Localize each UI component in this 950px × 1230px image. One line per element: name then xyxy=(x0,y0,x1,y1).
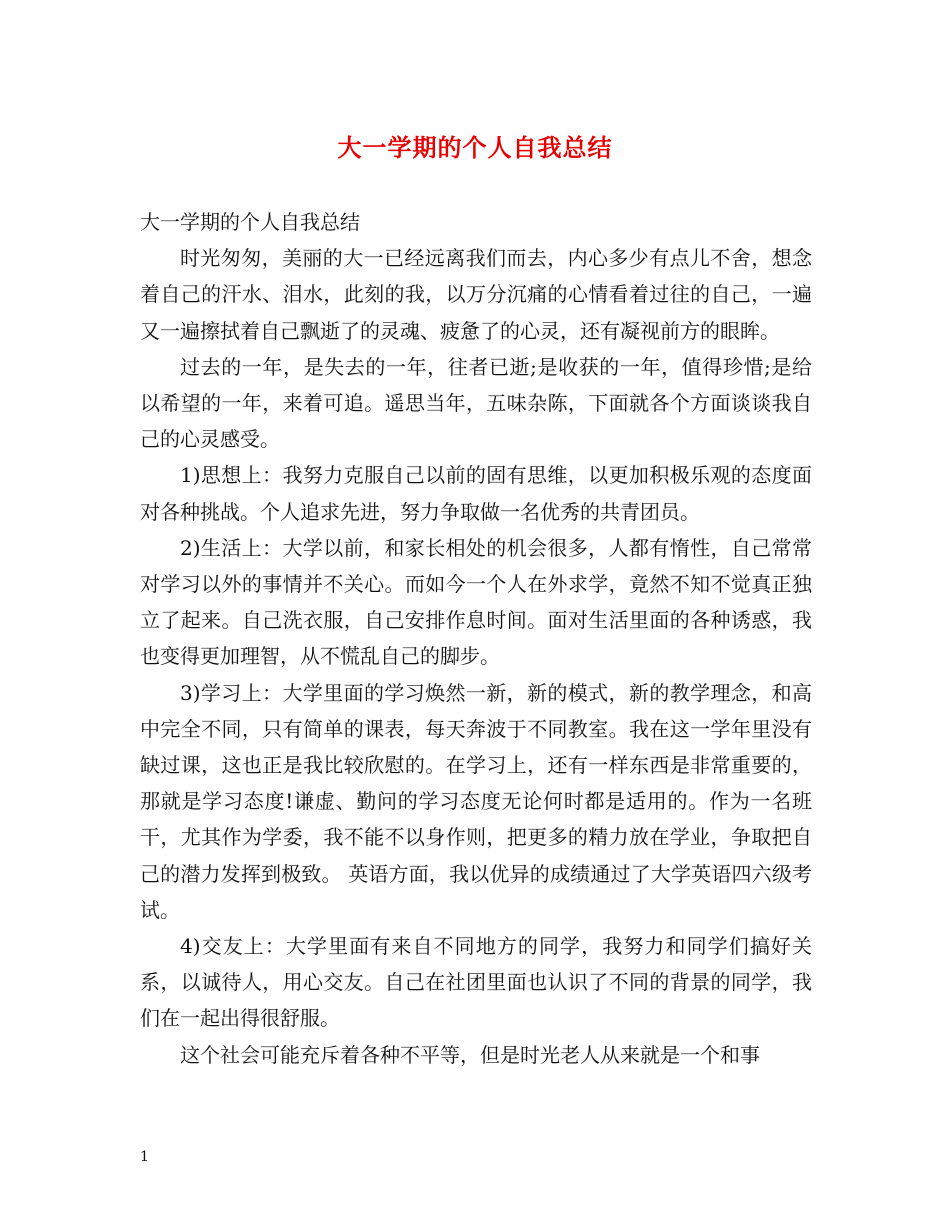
paragraph-society: 这个社会可能充斥着各种不平等，但是时光老人从来就是一个和事 xyxy=(180,1042,760,1067)
document-body xyxy=(140,204,812,1073)
paragraph-thought: 1)思想上：我努力克服自己以前的固有思维，以更加积极乐观的态度面对各种挑战。个人追求先进，努力争取做一名优秀的共青团员。 xyxy=(140,463,812,524)
paragraph-life: 2)生活上：大学以前，和家长相处的机会很多，人都有惰性，自己常常对学习以外的事情并不关心。而如今一个人在外求学，竟然不知不觉真正独立了起来。自己洗衣服，自己安排作息时间。面对生活里面的各种诱惑，我也变得更加理智，从不慌乱自己的脚步。 xyxy=(140,535,812,669)
paragraph-intro: 时光匆匆，美丽的大一已经远离我们而去，内心多少有点儿不舍，想念着自己的汗水、泪水，此刻的我，以万分沉痛的心情看着过往的自己，一遍又一遍擦拭着自己飘逝了的灵魂、疲惫了的心灵，还有凝视前方的眼眸。 xyxy=(140,246,812,343)
paragraph-past-year: 过去的一年，是失去的一年，往者已逝;是收获的一年，值得珍惜;是给以希望的一年，来着可追。遥思当年，五味杂陈，下面就各个方面谈谈我自己的心灵感受。 xyxy=(140,354,812,452)
document-subtitle: 大一学期的个人自我总结 xyxy=(140,210,360,234)
paragraph-study: 3)学习上：大学里面的学习焕然一新，新的模式，新的教学理念，和高中完全不同，只有简单的课表，每天奔波于不同教室。我在这一学年里没有缺过课，这也正是我比较欣慰的。在学习上，还有一样东西是非常重要的，那就是学习态度!谦虚、勤问的学习态度无论何时都是适用的。作为一名班干，尤其作为学委，我不能不以身作则，把更多的精力放在学业，争取把自己的潜力发挥到极致。 英语方面，我以优异的成绩通过了大学英语四六级考试。 xyxy=(140,680,812,922)
paragraph-friends: 4)交友上：大学里面有来自不同地方的同学，我努力和同学们搞好关系，以诚待人，用心交友。自己在社团里面也认识了不同的背景的同学，我们在一起出得很舒服。 xyxy=(140,934,812,1031)
document-title: 大一学期的个人自我总结 xyxy=(337,133,613,162)
page-number: 1 xyxy=(140,1149,149,1165)
